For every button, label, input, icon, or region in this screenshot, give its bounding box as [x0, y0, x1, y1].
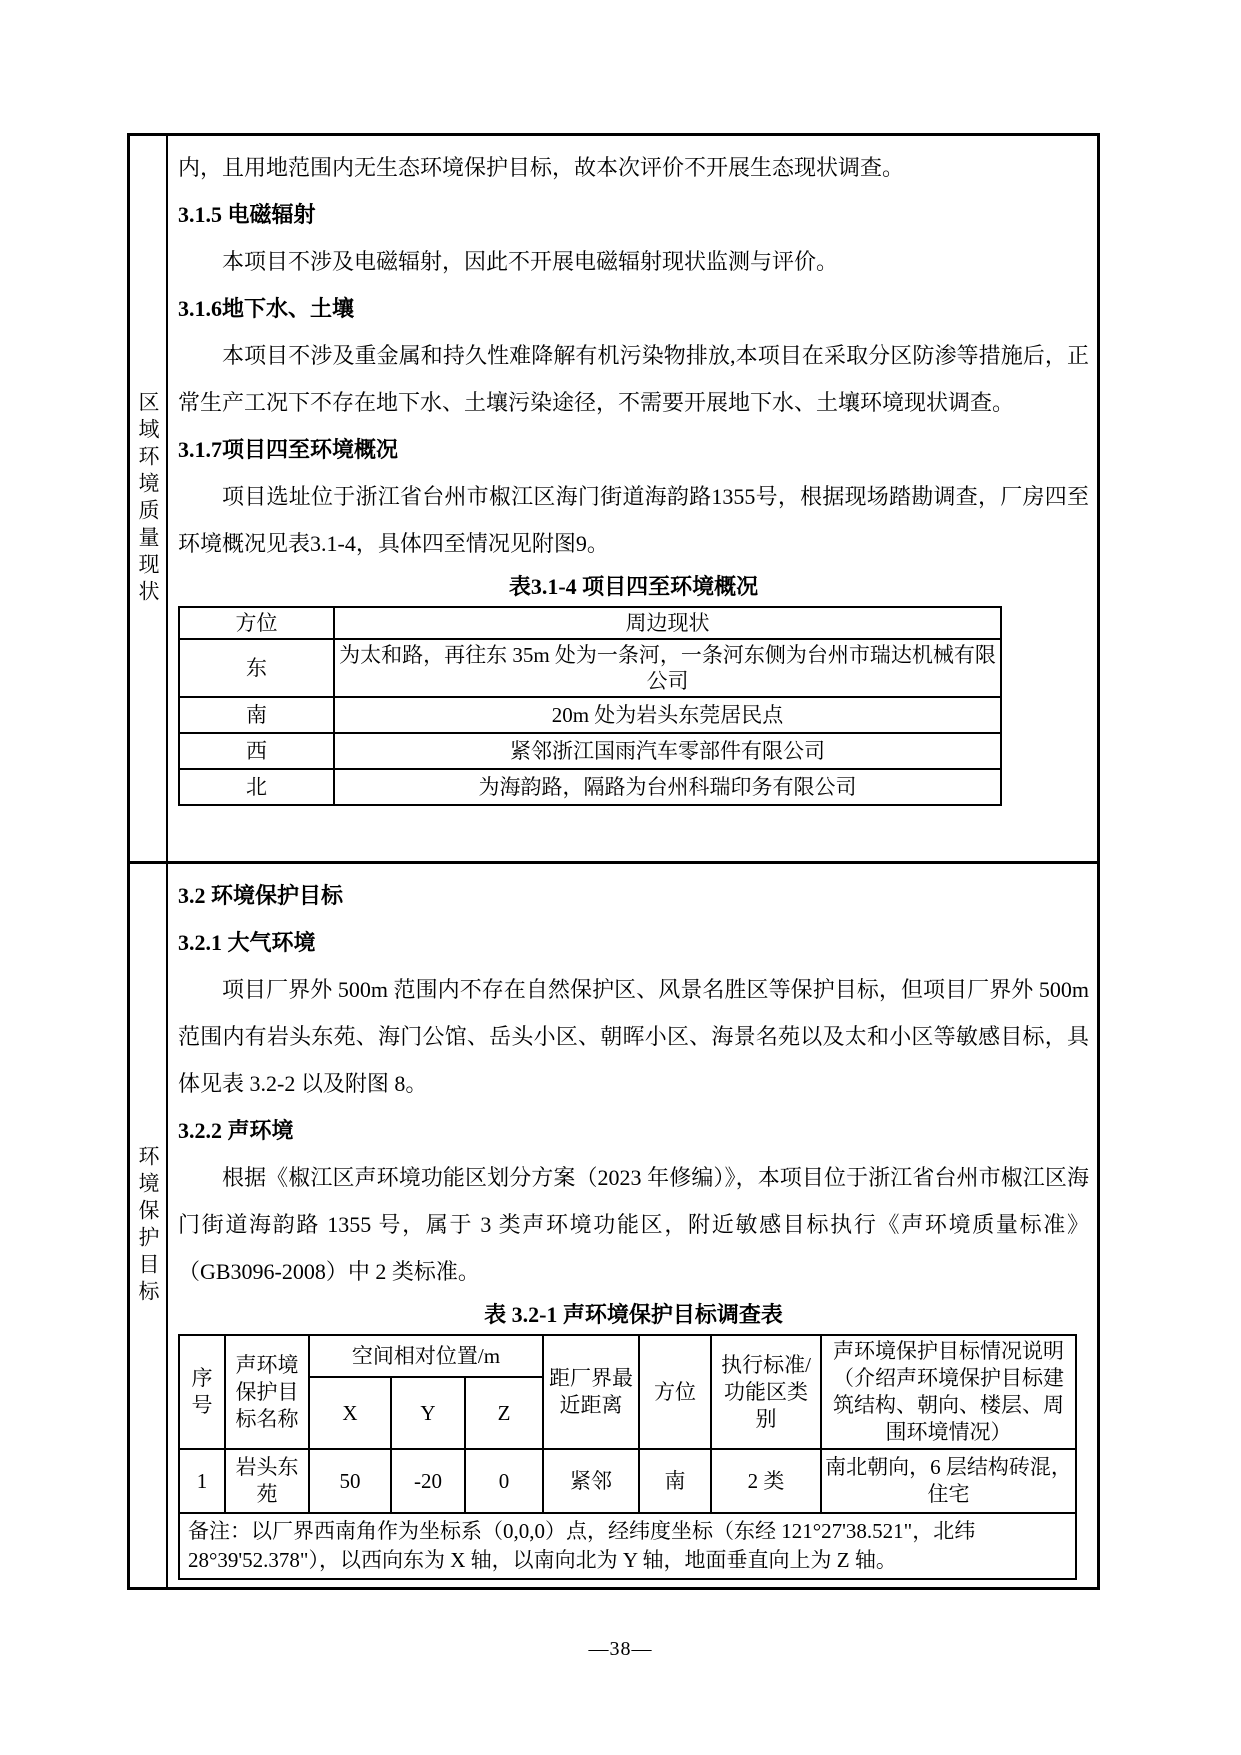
frame-row-protection-targets — [130, 864, 1097, 1587]
sidebar-label-regional-environment: 区域环境质量现状 — [136, 390, 160, 607]
page-number: —38— — [588, 1638, 653, 1660]
column-header-index: 序号 — [179, 1335, 225, 1449]
column-header-direction: 方位 — [639, 1335, 711, 1449]
table-note: 备注：以厂界西南角作为坐标系（0,0,0）点，经纬度坐标（东经 121°27'38.521"，北纬 28°39'52.378"），以西向东为 X 轴，以南向北为 Y 轴，地面垂直向上为 Z 轴。 — [179, 1513, 1076, 1579]
frame-row-regional-environment — [130, 136, 1097, 864]
heading-3-2: 3.2 环境保护目标 — [178, 883, 344, 908]
table-3-1-4-title: 表3.1-4 项目四至环境概况 — [508, 574, 759, 599]
heading-3-1-5: 3.1.5 电磁辐射 — [178, 202, 316, 227]
table-row — [179, 697, 1001, 733]
table-header-row — [179, 1335, 1076, 1377]
paragraph-3-2-2: 根据《椒江区声环境功能区划分方案（2023 年修编）》，本项目位于浙江省台州市椒江区海门街道海韵路 1355 号，属于 3 类声环境功能区，附近敏感目标执行《声环境质量标准》（GB3096-2008）中 2 类标准。 — [178, 1165, 1089, 1284]
table-note-row — [179, 1513, 1076, 1579]
column-header-y: Y — [391, 1377, 465, 1449]
table-row — [179, 769, 1001, 805]
index-cell: 1 — [179, 1449, 225, 1513]
sidebar-cell-row1 — [130, 136, 168, 861]
surroundings-cell: 紧邻浙江国雨汽车零部件有限公司 — [334, 733, 1001, 769]
column-header-z: Z — [465, 1377, 543, 1449]
main-cell-row2 — [168, 864, 1097, 1587]
z-cell: 0 — [465, 1449, 543, 1513]
main-cell-row1 — [168, 136, 1097, 861]
table-row — [179, 607, 1001, 639]
direction-cell: 北 — [179, 769, 334, 805]
surroundings-cell: 为海韵路，隔路为台州科瑞印务有限公司 — [334, 769, 1001, 805]
table-row — [179, 1449, 1076, 1513]
direction-cell: 南 — [639, 1449, 711, 1513]
x-cell: 50 — [309, 1449, 391, 1513]
description-cell: 南北朝向，6 层结构砖混，住宅 — [821, 1449, 1076, 1513]
direction-cell: 西 — [179, 733, 334, 769]
direction-cell: 南 — [179, 697, 334, 733]
paragraph-3-2-1: 项目厂界外 500m 范围内不存在自然保护区、风景名胜区等保护目标，但项目厂界外 500m 范围内有岩头东苑、海门公馆、岳头小区、朝晖小区、海景名苑以及太和小区等敏感目标，具体见表 3.2-2 以及附图 8。 — [178, 977, 1089, 1096]
table-row — [179, 639, 1001, 697]
heading-3-2-1: 3.2.1 大气环境 — [178, 930, 316, 955]
column-header-description: 声环境保护目标情况说明（介绍声环境保护目标建筑结构、朝向、楼层、周围环境情况） — [821, 1335, 1076, 1449]
column-header-direction: 方位 — [179, 607, 334, 639]
y-cell: -20 — [391, 1449, 465, 1513]
sidebar-cell-row2 — [130, 864, 168, 1587]
paragraph-3-1-6: 本项目不涉及重金属和持久性难降解有机污染物排放,本项目在采取分区防渗等措施后，正常生产工况下不存在地下水、土壤污染途径，不需要开展地下水、土壤环境现状调查。 — [178, 343, 1089, 415]
paragraph-3-1-5: 本项目不涉及电磁辐射，因此不开展电磁辐射现状监测与评价。 — [222, 249, 839, 274]
document-frame — [127, 133, 1100, 1590]
heading-3-1-6: 3.1.6地下水、土壤 — [178, 296, 355, 321]
column-header-surroundings: 周边现状 — [334, 607, 1001, 639]
column-header-position-group: 空间相对位置/m — [309, 1335, 543, 1377]
column-header-distance: 距厂界最近距离 — [543, 1335, 639, 1449]
table-row — [179, 733, 1001, 769]
table-3-2-1-title: 表 3.2-1 声环境保护目标调查表 — [484, 1302, 783, 1327]
heading-3-2-2: 3.2.2 声环境 — [178, 1118, 294, 1143]
table-3-1-4 — [178, 606, 1002, 806]
distance-cell: 紧邻 — [543, 1449, 639, 1513]
heading-3-1-7: 3.1.7项目四至环境概况 — [178, 437, 399, 462]
column-header-standard: 执行标准/功能区类别 — [711, 1335, 821, 1449]
table-3-2-1 — [178, 1334, 1077, 1580]
surroundings-cell: 20m 处为岩头东莞居民点 — [334, 697, 1001, 733]
column-header-x: X — [309, 1377, 391, 1449]
column-header-name: 声环境保护目标名称 — [225, 1335, 309, 1449]
paragraph-3-1-7: 项目选址位于浙江省台州市椒江区海门街道海韵路1355号，根据现场踏勘调查，厂房四至环境概况见表3.1-4，具体四至情况见附图9。 — [178, 484, 1089, 556]
sidebar-label-protection-targets: 环境保护目标 — [136, 1144, 160, 1307]
standard-cell: 2 类 — [711, 1449, 821, 1513]
name-cell: 岩头东苑 — [225, 1449, 309, 1513]
continued-paragraph: 内，且用地范围内无生态环境保护目标，故本次评价不开展生态现状调查。 — [178, 155, 905, 180]
surroundings-cell: 为太和路，再往东 35m 处为一条河，一条河东侧为台州市瑞达机械有限公司 — [334, 639, 1001, 697]
direction-cell: 东 — [179, 639, 334, 697]
